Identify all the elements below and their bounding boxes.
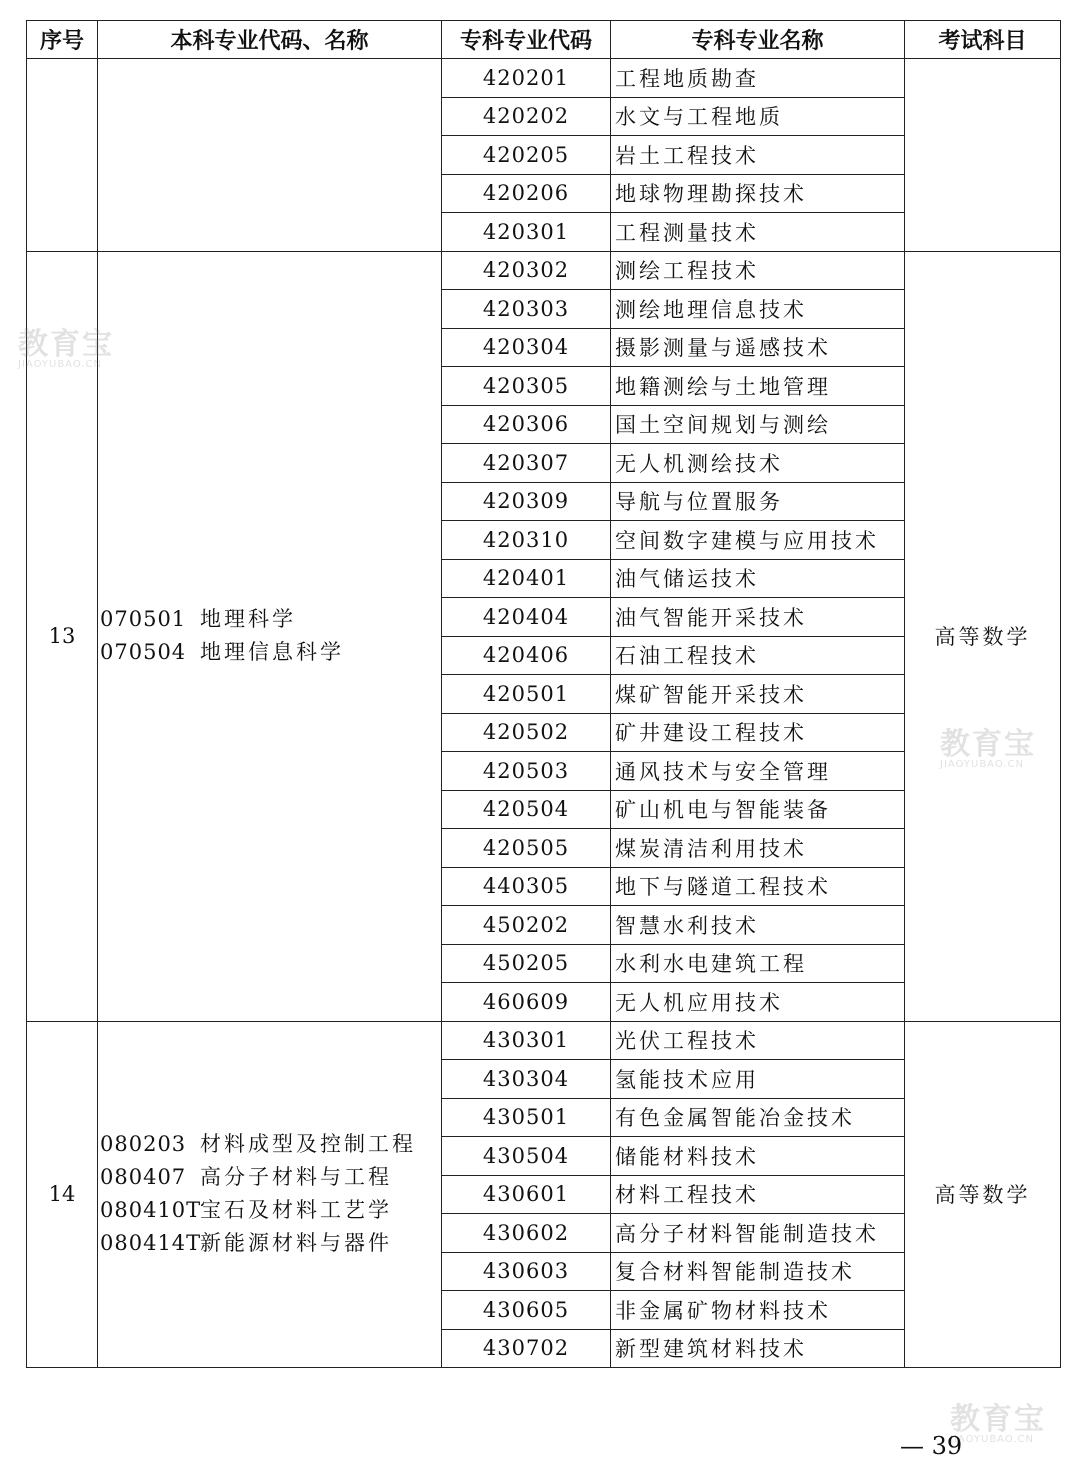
college-major-code: 430501	[442, 1098, 611, 1137]
undergrad-major-cell	[98, 251, 442, 1021]
seq-cell: 13	[27, 251, 98, 1021]
college-major-name: 有色金属智能冶金技术	[611, 1098, 905, 1137]
college-major-code: 420404	[442, 598, 611, 637]
exam-subject-cell: 高等数学	[905, 1021, 1061, 1368]
exam-subject-cell	[905, 59, 1061, 252]
college-major-name: 地球物理勘探技术	[611, 174, 905, 213]
undergrad-major-name: 新能源材料与器件	[200, 1231, 392, 1256]
college-major-code: 430603	[442, 1252, 611, 1291]
college-major-name: 无人机测绘技术	[611, 444, 905, 483]
undergrad-major-name: 宝石及材料工艺学	[200, 1198, 392, 1223]
college-major-name: 工程地质勘查	[611, 59, 905, 98]
header-seq: 序号	[27, 21, 98, 59]
watermark-cn: 教育宝	[950, 1402, 1046, 1437]
watermark-bottom	[950, 1402, 1046, 1445]
college-major-name: 摄影测量与遥感技术	[611, 328, 905, 367]
watermark-en: JIAOYUBAO.CN	[18, 359, 102, 370]
college-major-code: 430605	[442, 1291, 611, 1330]
college-major-code: 430602	[442, 1214, 611, 1253]
college-major-code: 420201	[442, 59, 611, 98]
college-major-name: 国土空间规划与测绘	[611, 405, 905, 444]
undergrad-major-cell	[98, 1021, 442, 1368]
undergrad-major-line	[100, 1161, 441, 1194]
undergrad-major-line	[100, 1128, 441, 1161]
college-major-code: 420310	[442, 521, 611, 560]
header-college-name: 专科专业名称	[611, 21, 905, 59]
table-header-row	[27, 21, 1061, 59]
college-major-name: 煤矿智能开采技术	[611, 675, 905, 714]
exam-subject-cell: 高等数学	[905, 251, 1061, 1021]
college-major-code: 420501	[442, 675, 611, 714]
watermark-cn: 教育宝	[940, 727, 1036, 762]
college-major-name: 油气智能开采技术	[611, 598, 905, 637]
college-major-code: 430504	[442, 1137, 611, 1176]
college-major-code: 420307	[442, 444, 611, 483]
undergrad-major-code: 080414T	[100, 1231, 202, 1256]
college-major-name: 材料工程技术	[611, 1175, 905, 1214]
college-major-name: 新型建筑材料技术	[611, 1329, 905, 1368]
undergrad-major-cell	[98, 59, 442, 252]
college-major-code: 460609	[442, 983, 611, 1022]
table-row	[27, 251, 1061, 290]
undergrad-major-code: 080410T	[100, 1198, 202, 1223]
college-major-name: 岩土工程技术	[611, 136, 905, 175]
watermark-right	[940, 727, 1036, 770]
college-major-code: 450202	[442, 906, 611, 945]
college-major-name: 测绘工程技术	[611, 251, 905, 290]
undergrad-major-name: 高分子材料与工程	[200, 1165, 392, 1190]
college-major-name: 水文与工程地质	[611, 97, 905, 136]
college-major-name: 地下与隧道工程技术	[611, 867, 905, 906]
college-major-code: 450205	[442, 944, 611, 983]
watermark-en: JIAOYUBAO.CN	[950, 1434, 1034, 1445]
college-major-code: 430304	[442, 1060, 611, 1099]
college-major-code: 440305	[442, 867, 611, 906]
undergrad-major-code: 070501	[100, 607, 187, 631]
college-major-code: 420309	[442, 482, 611, 521]
undergrad-major-code: 070504	[100, 640, 187, 664]
college-major-name: 储能材料技术	[611, 1137, 905, 1176]
college-major-code: 420303	[442, 290, 611, 329]
header-exam-subject: 考试科目	[905, 21, 1061, 59]
college-major-code: 430702	[442, 1329, 611, 1368]
college-major-code: 420306	[442, 405, 611, 444]
college-major-code: 420504	[442, 790, 611, 829]
college-major-name: 测绘地理信息技术	[611, 290, 905, 329]
page-number: — 39	[900, 1432, 963, 1460]
college-major-code: 420505	[442, 829, 611, 868]
college-major-code: 420304	[442, 328, 611, 367]
college-major-code: 420406	[442, 636, 611, 675]
watermark-en: JIAOYUBAO.CN	[940, 759, 1024, 770]
college-major-name: 石油工程技术	[611, 636, 905, 675]
college-major-name: 智慧水利技术	[611, 906, 905, 945]
college-major-code: 420301	[442, 213, 611, 252]
college-major-code: 420202	[442, 97, 611, 136]
table-body	[27, 59, 1061, 1368]
undergrad-major-line	[100, 603, 441, 636]
college-major-name: 复合材料智能制造技术	[611, 1252, 905, 1291]
undergrad-major-line	[100, 1194, 441, 1227]
table-row	[27, 59, 1061, 98]
seq-cell	[27, 59, 98, 252]
college-major-name: 矿山机电与智能装备	[611, 790, 905, 829]
college-major-code: 420401	[442, 559, 611, 598]
undergrad-major-line	[100, 1227, 441, 1260]
college-major-name: 油气储运技术	[611, 559, 905, 598]
watermark-left	[18, 327, 114, 370]
college-major-name: 高分子材料智能制造技术	[611, 1214, 905, 1253]
undergrad-major-line	[100, 636, 441, 669]
college-major-name: 光伏工程技术	[611, 1021, 905, 1060]
college-major-name: 煤炭清洁利用技术	[611, 829, 905, 868]
undergrad-major-code: 080203	[100, 1132, 187, 1157]
college-major-name: 导航与位置服务	[611, 482, 905, 521]
college-major-name: 通风技术与安全管理	[611, 752, 905, 791]
undergrad-major-name: 地理信息科学	[200, 640, 344, 664]
undergrad-major-code: 080407	[100, 1165, 187, 1190]
college-major-name: 空间数字建模与应用技术	[611, 521, 905, 560]
college-major-code: 430601	[442, 1175, 611, 1214]
college-major-name: 水利水电建筑工程	[611, 944, 905, 983]
college-major-name: 非金属矿物材料技术	[611, 1291, 905, 1330]
college-major-name: 矿井建设工程技术	[611, 713, 905, 752]
header-undergrad-major: 本科专业代码、名称	[98, 21, 442, 59]
watermark-cn: 教育宝	[18, 327, 114, 362]
undergrad-major-name: 材料成型及控制工程	[200, 1132, 416, 1157]
seq-cell: 14	[27, 1021, 98, 1368]
college-major-code: 420206	[442, 174, 611, 213]
college-major-name: 无人机应用技术	[611, 983, 905, 1022]
header-college-code: 专科专业代码	[442, 21, 611, 59]
table-row	[27, 1021, 1061, 1060]
college-major-code: 420503	[442, 752, 611, 791]
college-major-code: 420305	[442, 367, 611, 406]
college-major-name: 地籍测绘与土地管理	[611, 367, 905, 406]
college-major-code: 430301	[442, 1021, 611, 1060]
undergrad-major-name: 地理科学	[200, 607, 296, 631]
college-major-code: 420205	[442, 136, 611, 175]
major-table	[26, 20, 1061, 1368]
college-major-code: 420502	[442, 713, 611, 752]
college-major-code: 420302	[442, 251, 611, 290]
college-major-name: 工程测量技术	[611, 213, 905, 252]
college-major-name: 氢能技术应用	[611, 1060, 905, 1099]
